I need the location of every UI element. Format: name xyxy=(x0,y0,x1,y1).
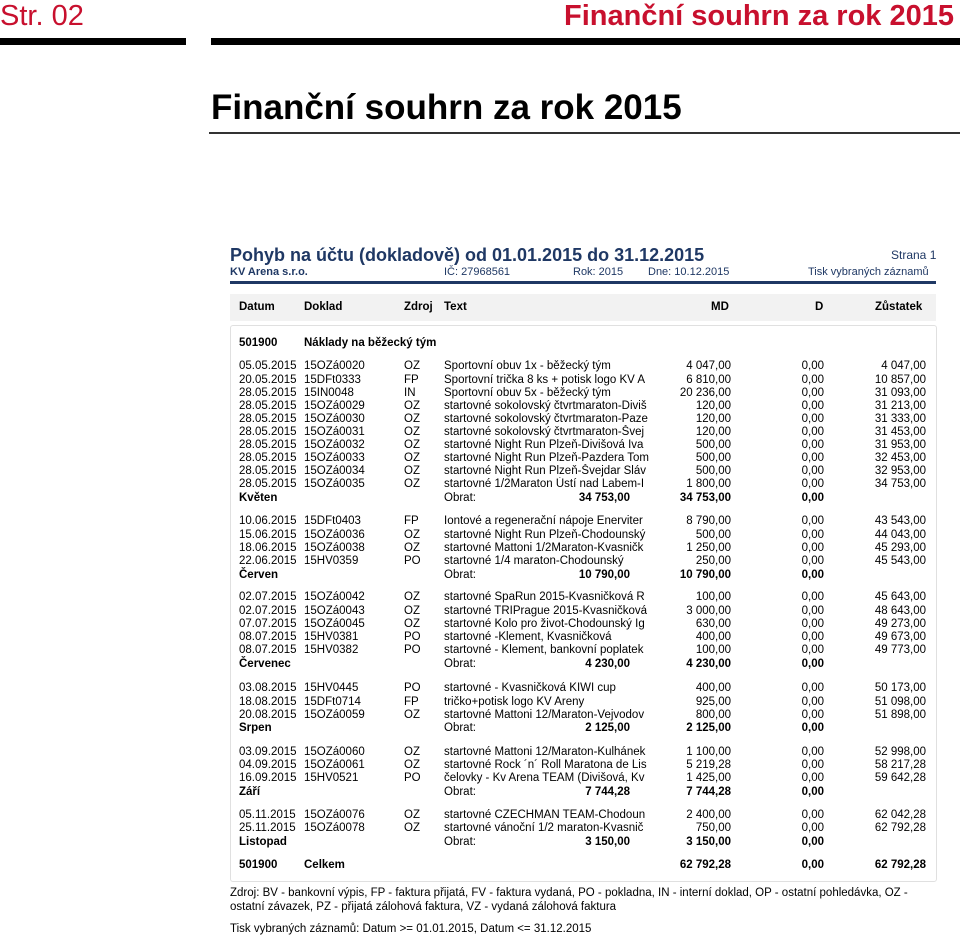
cell-datum: 20.08.2015 xyxy=(239,709,297,721)
cell-zustatek: 44 043,00 xyxy=(874,529,926,541)
cell-doklad: 15HV0445 xyxy=(304,682,359,694)
summary-md: 7 744,28 xyxy=(686,786,731,798)
total-row xyxy=(0,858,960,872)
cell-zdroj: FP xyxy=(404,696,419,708)
table-row xyxy=(0,708,960,722)
source-legend: Zdroj: BV - bankovní výpis, FP - faktura přijatá, FV - faktura vydaná, PO - pokladna, IN - interní doklad, OP - ostatní pohledávka, OZ - ostatní závazek, PZ - přijatá zálohová faktura, VZ - vydaná zálohová faktura xyxy=(230,887,908,913)
table-header xyxy=(230,294,936,321)
cell-doklad: 15IN0048 xyxy=(304,387,354,399)
cell-doklad: 15OZá0029 xyxy=(304,400,365,412)
cell-doklad: 15OZá0030 xyxy=(304,413,365,425)
obrat-value: 4 230,00 xyxy=(585,658,630,670)
cell-text: startovné sokolovský čtvrtmaraton-Švej xyxy=(444,426,645,438)
cell-zdroj: OZ xyxy=(404,618,420,630)
cell-datum: 28.05.2015 xyxy=(239,439,297,451)
cell-zdroj: OZ xyxy=(404,360,420,372)
cell-md: 800,00 xyxy=(695,709,731,721)
table-row xyxy=(0,554,960,568)
summary-md: 34 753,00 xyxy=(679,492,731,504)
cell-md: 100,00 xyxy=(695,591,731,603)
total-d: 0,00 xyxy=(801,859,824,871)
cell-zdroj: PO xyxy=(404,682,421,694)
cell-d: 0,00 xyxy=(801,709,824,721)
cell-text: startovné SpaRun 2015-Kvasničková R xyxy=(444,591,645,603)
cell-datum: 08.07.2015 xyxy=(239,631,297,643)
table-row xyxy=(0,528,960,542)
table-row xyxy=(0,359,960,373)
cell-zdroj: OZ xyxy=(404,452,420,464)
table-row xyxy=(0,386,960,400)
cell-text: startovné Mattoni 12/Maraton-Vejvodov xyxy=(444,709,645,721)
cell-md: 500,00 xyxy=(695,452,731,464)
cell-d: 0,00 xyxy=(801,809,824,821)
cell-d: 0,00 xyxy=(801,387,824,399)
cell-text: startovné - Kvasničková KIWI cup xyxy=(444,682,616,694)
print-filter: Tisk vybraných záznamů: Datum >= 01.01.2015, Datum <= 31.12.2015 xyxy=(230,923,592,935)
cell-datum: 28.05.2015 xyxy=(239,400,297,412)
table-row xyxy=(0,771,960,785)
cell-md: 8 790,00 xyxy=(686,515,731,527)
cell-doklad: 15OZá0060 xyxy=(304,746,365,758)
table-row xyxy=(0,399,960,413)
cell-datum: 08.07.2015 xyxy=(239,644,297,656)
cell-text: startovné vánoční 1/2 maraton-Kvasnič xyxy=(444,822,644,834)
cell-datum: 18.06.2015 xyxy=(239,542,297,554)
cell-datum: 07.07.2015 xyxy=(239,618,297,630)
cell-d: 0,00 xyxy=(801,555,824,567)
print-selection-label: Tisk vybraných záznamů xyxy=(808,266,929,278)
report-page: Strana 1 xyxy=(891,248,937,262)
col-zdroj: Zdroj xyxy=(404,301,433,313)
cell-zustatek: 32 453,00 xyxy=(874,452,926,464)
cell-datum: 28.05.2015 xyxy=(239,426,297,438)
cell-text: startovné Night Run Plzeň-Chodounský xyxy=(444,529,646,541)
cell-zdroj: OZ xyxy=(404,478,420,490)
cell-d: 0,00 xyxy=(801,413,824,425)
cell-d: 0,00 xyxy=(801,452,824,464)
cell-zustatek: 31 453,00 xyxy=(874,426,926,438)
cell-d: 0,00 xyxy=(801,478,824,490)
cell-d: 0,00 xyxy=(801,542,824,554)
cell-text: tričko+potisk logo KV Areny xyxy=(444,696,585,708)
cell-md: 100,00 xyxy=(695,644,731,656)
cell-d: 0,00 xyxy=(801,515,824,527)
obrat-label: Obrat: xyxy=(444,786,476,798)
cell-doklad: 15OZá0036 xyxy=(304,529,365,541)
summary-md: 10 790,00 xyxy=(679,569,731,581)
table-row xyxy=(0,438,960,452)
cell-zdroj: IN xyxy=(404,387,416,399)
obrat-label: Obrat: xyxy=(444,658,476,670)
cell-datum: 20.05.2015 xyxy=(239,374,297,386)
cell-d: 0,00 xyxy=(801,746,824,758)
cell-d: 0,00 xyxy=(801,529,824,541)
cell-zustatek: 31 213,00 xyxy=(874,400,926,412)
month-name: Září xyxy=(239,786,261,798)
month-summary-row xyxy=(0,568,960,582)
report-divider xyxy=(230,281,936,284)
month-summary-row xyxy=(0,785,960,799)
cell-datum: 03.08.2015 xyxy=(239,682,297,694)
table-row xyxy=(0,464,960,478)
cell-doklad: 15HV0359 xyxy=(304,555,359,567)
cell-datum: 28.05.2015 xyxy=(239,465,297,477)
cell-d: 0,00 xyxy=(801,465,824,477)
month-name: Květen xyxy=(239,492,278,504)
obrat-value: 2 125,00 xyxy=(585,722,630,734)
cell-doklad: 15DFt0403 xyxy=(304,515,361,527)
cell-zustatek: 50 173,00 xyxy=(874,682,926,694)
cell-datum: 04.09.2015 xyxy=(239,759,297,771)
cell-doklad: 15OZá0031 xyxy=(304,426,365,438)
cell-d: 0,00 xyxy=(801,822,824,834)
table-row xyxy=(0,821,960,835)
cell-zustatek: 10 857,00 xyxy=(874,374,926,386)
obrat-label: Obrat: xyxy=(444,569,476,581)
month-name: Listopad xyxy=(239,836,287,848)
cell-zustatek: 45 543,00 xyxy=(874,555,926,567)
month-name: Červenec xyxy=(239,658,291,670)
cell-datum: 28.05.2015 xyxy=(239,452,297,464)
cell-d: 0,00 xyxy=(801,591,824,603)
cell-md: 1 100,00 xyxy=(686,746,731,758)
cell-zdroj: OZ xyxy=(404,822,420,834)
cell-zdroj: OZ xyxy=(404,426,420,438)
table-row xyxy=(0,477,960,491)
cell-datum: 03.09.2015 xyxy=(239,746,297,758)
cell-doklad: 15DFt0714 xyxy=(304,696,361,708)
cell-zustatek: 49 273,00 xyxy=(874,618,926,630)
cell-datum: 22.06.2015 xyxy=(239,555,297,567)
obrat-label: Obrat: xyxy=(444,836,476,848)
cell-doklad: 15OZá0076 xyxy=(304,809,365,821)
cell-md: 500,00 xyxy=(695,529,731,541)
summary-md: 2 125,00 xyxy=(686,722,731,734)
cell-text: Sportovní obuv 5x - běžecký tým xyxy=(444,387,611,399)
cell-zustatek: 4 047,00 xyxy=(881,360,926,372)
cell-text: startovné TRIPrague 2015-Kvasničková xyxy=(444,605,648,617)
cell-zustatek: 34 753,00 xyxy=(874,478,926,490)
cell-d: 0,00 xyxy=(801,618,824,630)
table-row xyxy=(0,604,960,618)
summary-d: 0,00 xyxy=(801,722,824,734)
cell-zdroj: OZ xyxy=(404,465,420,477)
cell-datum: 28.05.2015 xyxy=(239,413,297,425)
cell-text: startovné Night Run Plzeň-Divišová Iva xyxy=(444,439,644,451)
cell-md: 500,00 xyxy=(695,439,731,451)
cell-text: čelovky - Kv Arena TEAM (Divišová, Kv xyxy=(444,772,645,784)
cell-doklad: 15OZá0033 xyxy=(304,452,365,464)
table-row xyxy=(0,758,960,772)
cell-text: startovné sokolovský čtvrtmaraton-Paze xyxy=(444,413,648,425)
cell-md: 1 250,00 xyxy=(686,542,731,554)
cell-d: 0,00 xyxy=(801,400,824,412)
total-md: 62 792,28 xyxy=(679,859,731,871)
cell-md: 120,00 xyxy=(695,413,731,425)
cell-datum: 15.06.2015 xyxy=(239,529,297,541)
col-d: D xyxy=(815,301,824,313)
account-code: 501900 xyxy=(239,337,278,349)
cell-datum: 05.11.2015 xyxy=(239,809,296,821)
cell-md: 2 400,00 xyxy=(686,809,731,821)
cell-doklad: 15OZá0032 xyxy=(304,439,365,451)
cell-doklad: 15OZá0034 xyxy=(304,465,365,477)
table-row xyxy=(0,695,960,709)
cell-datum: 18.08.2015 xyxy=(239,696,297,708)
cell-d: 0,00 xyxy=(801,772,824,784)
cell-md: 400,00 xyxy=(695,631,731,643)
cell-doklad: 15HV0382 xyxy=(304,644,359,656)
col-datum: Datum xyxy=(239,301,275,313)
cell-d: 0,00 xyxy=(801,682,824,694)
cell-zdroj: PO xyxy=(404,555,421,567)
cell-doklad: 15OZá0045 xyxy=(304,618,365,630)
cell-zdroj: OZ xyxy=(404,746,420,758)
cell-zustatek: 31 953,00 xyxy=(874,439,926,451)
page-number: Str. 02 xyxy=(0,0,84,32)
table-row xyxy=(0,373,960,387)
cell-zdroj: OZ xyxy=(404,413,420,425)
cell-doklad: 15DFt0333 xyxy=(304,374,361,386)
total-code: 501900 xyxy=(239,859,278,871)
cell-zdroj: OZ xyxy=(404,542,420,554)
cell-text: startovné Night Run Plzeň-Švejdar Sláv xyxy=(444,465,646,477)
cell-datum: 10.06.2015 xyxy=(239,515,297,527)
cell-d: 0,00 xyxy=(801,759,824,771)
summary-d: 0,00 xyxy=(801,658,824,670)
cell-md: 4 047,00 xyxy=(686,360,731,372)
cell-datum: 28.05.2015 xyxy=(239,478,297,490)
col-doklad: Doklad xyxy=(304,301,343,313)
cell-datum: 28.05.2015 xyxy=(239,387,297,399)
table-row xyxy=(0,681,960,695)
cell-zdroj: FP xyxy=(404,374,419,386)
cell-datum: 02.07.2015 xyxy=(239,591,297,603)
cell-text: startovné Night Run Plzeň-Pazdera Tom xyxy=(444,452,649,464)
cell-datum: 25.11.2015 xyxy=(239,822,296,834)
cell-zdroj: OZ xyxy=(404,809,420,821)
total-label: Celkem xyxy=(304,859,345,871)
cell-datum: 05.05.2015 xyxy=(239,360,297,372)
cell-md: 6 810,00 xyxy=(686,374,731,386)
cell-text: startovné Mattoni 12/Maraton-Kulhánek xyxy=(444,746,646,758)
cell-md: 120,00 xyxy=(695,426,731,438)
obrat-label: Obrat: xyxy=(444,492,476,504)
cell-doklad: 15OZá0043 xyxy=(304,605,365,617)
cell-zdroj: OZ xyxy=(404,400,420,412)
cell-md: 20 236,00 xyxy=(679,387,731,399)
header-bar-right xyxy=(211,38,960,45)
title-divider xyxy=(209,132,960,134)
table-row xyxy=(0,451,960,465)
header-document-title: Finanční souhrn za rok 2015 xyxy=(564,0,954,32)
cell-zustatek: 48 643,00 xyxy=(874,605,926,617)
cell-zustatek: 51 898,00 xyxy=(874,709,926,721)
cell-d: 0,00 xyxy=(801,360,824,372)
cell-text: startovné Kolo pro život-Chodounský Ig xyxy=(444,618,645,630)
month-summary-row xyxy=(0,657,960,671)
cell-zustatek: 49 673,00 xyxy=(874,631,926,643)
cell-datum: 16.09.2015 xyxy=(239,772,297,784)
cell-md: 1 425,00 xyxy=(686,772,731,784)
report-date: Dne: 10.12.2015 xyxy=(648,266,730,278)
cell-zdroj: OZ xyxy=(404,709,420,721)
col-zustatek: Zůstatek xyxy=(875,301,923,313)
cell-zdroj: OZ xyxy=(404,529,420,541)
cell-md: 400,00 xyxy=(695,682,731,694)
cell-text: startovné CZECHMAN TEAM-Chodoun xyxy=(444,809,646,821)
month-summary-row xyxy=(0,491,960,505)
cell-doklad: 15OZá0035 xyxy=(304,478,365,490)
table-row xyxy=(0,541,960,555)
cell-d: 0,00 xyxy=(801,644,824,656)
cell-zdroj: OZ xyxy=(404,591,420,603)
cell-zustatek: 62 792,28 xyxy=(874,822,926,834)
cell-zdroj: OZ xyxy=(404,759,420,771)
obrat-value: 10 790,00 xyxy=(578,569,630,581)
table-row xyxy=(0,425,960,439)
cell-text: Iontové a regenerační nápoje Enerviter xyxy=(444,515,643,527)
cell-zdroj: OZ xyxy=(404,605,420,617)
cell-md: 500,00 xyxy=(695,465,731,477)
summary-d: 0,00 xyxy=(801,836,824,848)
cell-zustatek: 58 217,28 xyxy=(874,759,926,771)
cell-doklad: 15HV0521 xyxy=(304,772,359,784)
cell-zdroj: PO xyxy=(404,772,421,784)
cell-doklad: 15OZá0078 xyxy=(304,822,365,834)
table-row xyxy=(0,745,960,759)
cell-zdroj: FP xyxy=(404,515,419,527)
cell-text: startovné - Klement, bankovní poplatek xyxy=(444,644,644,656)
cell-md: 630,00 xyxy=(695,618,731,630)
cell-zustatek: 51 098,00 xyxy=(874,696,926,708)
cell-zdroj: OZ xyxy=(404,439,420,451)
summary-md: 4 230,00 xyxy=(686,658,731,670)
cell-d: 0,00 xyxy=(801,631,824,643)
header-bar-left xyxy=(0,38,186,45)
cell-text: startovné 1/4 maraton-Chodounský xyxy=(444,555,624,567)
cell-md: 250,00 xyxy=(695,555,731,567)
report-year: Rok: 2015 xyxy=(573,266,624,278)
cell-md: 3 000,00 xyxy=(686,605,731,617)
cell-doklad: 15OZá0042 xyxy=(304,591,365,603)
table-row xyxy=(0,412,960,426)
col-md: MD xyxy=(711,301,729,313)
cell-md: 120,00 xyxy=(695,400,731,412)
cell-zustatek: 49 773,00 xyxy=(874,644,926,656)
company-ic: IČ: 27968561 xyxy=(444,266,511,278)
table-row xyxy=(0,514,960,528)
cell-doklad: 15OZá0061 xyxy=(304,759,365,771)
cell-zustatek: 59 642,28 xyxy=(874,772,926,784)
cell-zustatek: 45 293,00 xyxy=(874,542,926,554)
summary-d: 0,00 xyxy=(801,786,824,798)
summary-d: 0,00 xyxy=(801,492,824,504)
cell-d: 0,00 xyxy=(801,605,824,617)
cell-doklad: 15OZá0059 xyxy=(304,709,365,721)
month-name: Červen xyxy=(239,569,278,581)
col-text: Text xyxy=(444,301,467,313)
table-row xyxy=(0,590,960,604)
cell-zustatek: 45 643,00 xyxy=(874,591,926,603)
cell-d: 0,00 xyxy=(801,374,824,386)
cell-text: startovné sokolovský čtvrtmaraton-Diviš xyxy=(444,400,647,412)
report-title: Pohyb na účtu (dokladově) od 01.01.2015 do 31.12.2015 xyxy=(230,245,705,265)
cell-md: 750,00 xyxy=(695,822,731,834)
cell-zustatek: 31 093,00 xyxy=(874,387,926,399)
cell-text: startovné Mattoni 1/2Maraton-Kvasničk xyxy=(444,542,644,554)
page-title: Finanční souhrn za rok 2015 xyxy=(211,88,682,127)
month-summary-row xyxy=(0,835,960,849)
cell-doklad: 15OZá0038 xyxy=(304,542,365,554)
total-zustatek: 62 792,28 xyxy=(874,859,926,871)
cell-zdroj: PO xyxy=(404,644,421,656)
cell-md: 1 800,00 xyxy=(686,478,731,490)
cell-datum: 02.07.2015 xyxy=(239,605,297,617)
cell-d: 0,00 xyxy=(801,439,824,451)
table-row xyxy=(0,617,960,631)
cell-text: startovné 1/2Maraton Ústí nad Labem-I xyxy=(444,478,645,490)
summary-d: 0,00 xyxy=(801,569,824,581)
obrat-value: 34 753,00 xyxy=(578,492,630,504)
cell-text: Sportovní trička 8 ks + potisk logo KV A xyxy=(444,374,646,386)
cell-zustatek: 62 042,28 xyxy=(874,809,926,821)
obrat-value: 3 150,00 xyxy=(585,836,630,848)
table-row xyxy=(0,643,960,657)
table-row xyxy=(0,808,960,822)
cell-text: Sportovní obuv 1x - běžecký tým xyxy=(444,360,611,372)
cell-doklad: 15OZá0020 xyxy=(304,360,365,372)
cell-zustatek: 43 543,00 xyxy=(874,515,926,527)
table-row xyxy=(0,630,960,644)
account-name: Náklady na běžecký tým xyxy=(304,337,437,349)
cell-md: 925,00 xyxy=(695,696,731,708)
month-name: Srpen xyxy=(239,722,272,734)
obrat-value: 7 744,28 xyxy=(585,786,630,798)
month-summary-row xyxy=(0,721,960,735)
cell-doklad: 15HV0381 xyxy=(304,631,359,643)
cell-zustatek: 31 333,00 xyxy=(874,413,926,425)
company-name: KV Arena s.r.o. xyxy=(230,266,308,278)
obrat-label: Obrat: xyxy=(444,722,476,734)
cell-d: 0,00 xyxy=(801,426,824,438)
summary-md: 3 150,00 xyxy=(686,836,731,848)
cell-zustatek: 52 998,00 xyxy=(874,746,926,758)
account-header xyxy=(0,336,960,350)
cell-text: startovné Rock ´n´ Roll Maratona de Lis xyxy=(444,759,647,771)
cell-zdroj: PO xyxy=(404,631,421,643)
cell-zustatek: 32 953,00 xyxy=(874,465,926,477)
cell-text: startovné -Klement, Kvasničková xyxy=(444,631,612,643)
cell-d: 0,00 xyxy=(801,696,824,708)
cell-md: 5 219,28 xyxy=(686,759,731,771)
